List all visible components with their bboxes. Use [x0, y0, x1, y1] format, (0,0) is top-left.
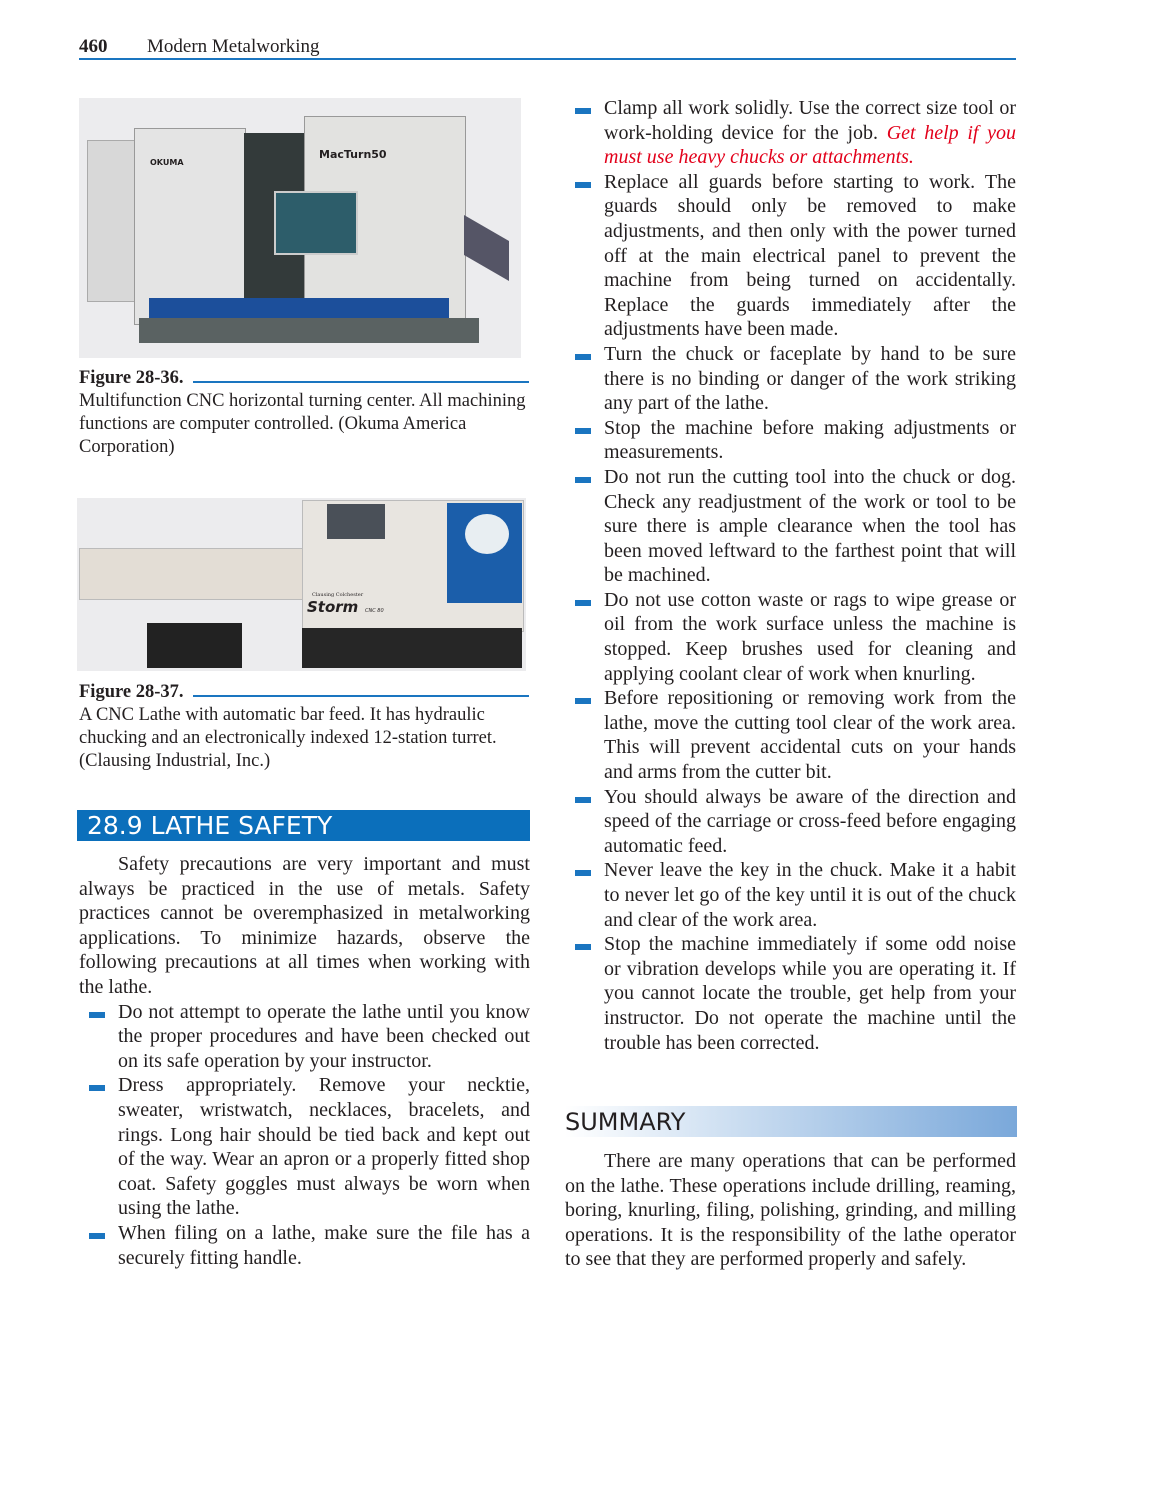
bullet-icon [575, 477, 591, 483]
figure-28-36-caption [79, 367, 529, 459]
bullet-icon [575, 944, 591, 950]
figure-label: Figure 28-36. [79, 368, 184, 388]
figure-label: Figure 28-37. [79, 682, 184, 702]
left-column-text [79, 852, 530, 1270]
bullet-icon [89, 1233, 105, 1239]
bullet-icon [575, 428, 591, 434]
caption-text: A CNC Lathe with automatic bar feed. It has hydraulic chucking and an electronically indexed 12-station turret. (Clausing Industrial, Inc.) [79, 705, 497, 771]
list-item: Stop the machine before making adjustments or measurements. [565, 416, 1016, 465]
bullet-icon [575, 698, 591, 704]
section-heading: 28.9 LATHE SAFETY [77, 810, 530, 841]
intro-paragraph: Safety precautions are very important and must always be practiced in the use of metals. Safety practices cannot be overemphasized in metalworking applications. To minimize hazards, observe the following precautions at all times when working with the lathe. [79, 853, 530, 998]
right-column-text [565, 96, 1016, 1055]
bullet-icon [575, 108, 591, 114]
list-item: Replace all guards before starting to work. The guards should only be removed to make adjustments, and then only with the power turned off at the main electrical panel to prevent the machine from being turned on accidentally. Replace the guards immediately after the adjustments have been made. [565, 170, 1016, 342]
cnc-model-text: CNC 80 [365, 608, 384, 614]
list-item: Do not use cotton waste or rags to wipe grease or oil from the work surface unless the machine is stopped. Keep brushes used for cleaning and applying coolant clear of work when knurling. [565, 588, 1016, 686]
book-title: Modern Metalworking [147, 36, 320, 57]
figure-28-37-caption [79, 681, 529, 773]
list-item: When filing on a lathe, make sure the file has a securely fitting handle. [79, 1221, 530, 1270]
caption-rule [193, 695, 529, 697]
caption-rule [193, 381, 529, 383]
page-number: 460 [79, 36, 108, 57]
summary-paragraph: There are many operations that can be performed on the lathe. These operations include drilling, reaming, boring, knurling, filing, polishing, grinding, and milling operations. It is the responsibility of the lathe operator to see that they are performed properly and safely. [565, 1150, 1016, 1271]
list-item: You should always be aware of the direction and speed of the carriage or cross-feed before engaging automatic feed. [565, 785, 1016, 859]
bullet-icon [575, 354, 591, 360]
bullet-icon [575, 600, 591, 606]
list-item: Dress appropriately. Remove your necktie, sweater, wristwatch, necklaces, bracelets, and rings. Long hair should be tied back and kept out of the way. Wear an apron or a properly fitted shop coat. Safety goggles must always be worn when using the lathe. [79, 1073, 530, 1221]
summary-text [565, 1149, 1016, 1272]
running-header [79, 34, 1016, 60]
list-item: Do not run the cutting tool into the chuck or dog. Check any readjustment of the work or tool to be sure there is ample clearance when the tool has been moved leftward to the farthest point that will be machined. [565, 465, 1016, 588]
emphasis-text: Get help if you must use heavy chucks or attachments. [604, 121, 1016, 169]
bullet-icon [575, 797, 591, 803]
summary-heading: SUMMARY [565, 1106, 1017, 1137]
list-item: Before repositioning or removing work from the lathe, move the cutting tool clear of the work area. This will prevent accidental cuts on your hands and arms from the cutter bit. [565, 686, 1016, 784]
list-item: Never leave the key in the chuck. Make it a habit to never let go of the key until it is out of the chuck and clear of the work area. [565, 858, 1016, 932]
macturn-logo-text: MacTurn50 [319, 148, 387, 161]
list-item: Do not attempt to operate the lathe until you know the proper procedures and have been checked out on its safe operation by your instructor. [79, 1000, 530, 1074]
bullet-icon [575, 870, 591, 876]
list-item: Stop the machine immediately if some odd noise or vibration develops while you are operating it. If you cannot locate the trouble, get help from your instructor. Do not operate the machine until the trouble has been corrected. [565, 932, 1016, 1055]
bullet-icon [575, 182, 591, 188]
list-item: Clamp all work solidly. Use the correct size tool or work-holding device for the job. Get help if you must use heavy chucks or attachments. [565, 96, 1016, 170]
storm-logo-text: Storm [307, 598, 359, 616]
caption-text: Multifunction CNC horizontal turning center. All machining functions are computer controlled. (Okuma America Corporation) [79, 391, 526, 457]
bullet-icon [89, 1012, 105, 1018]
figure-28-36-image [79, 98, 521, 358]
okuma-logo-text: OKUMA [150, 158, 184, 167]
figure-28-37-image [77, 498, 526, 671]
clausing-logo-text: Clausing Colchester [312, 592, 364, 598]
bullet-icon [89, 1085, 105, 1091]
list-item: Turn the chuck or faceplate by hand to be sure there is no binding or danger of the work striking any part of the lathe. [565, 342, 1016, 416]
